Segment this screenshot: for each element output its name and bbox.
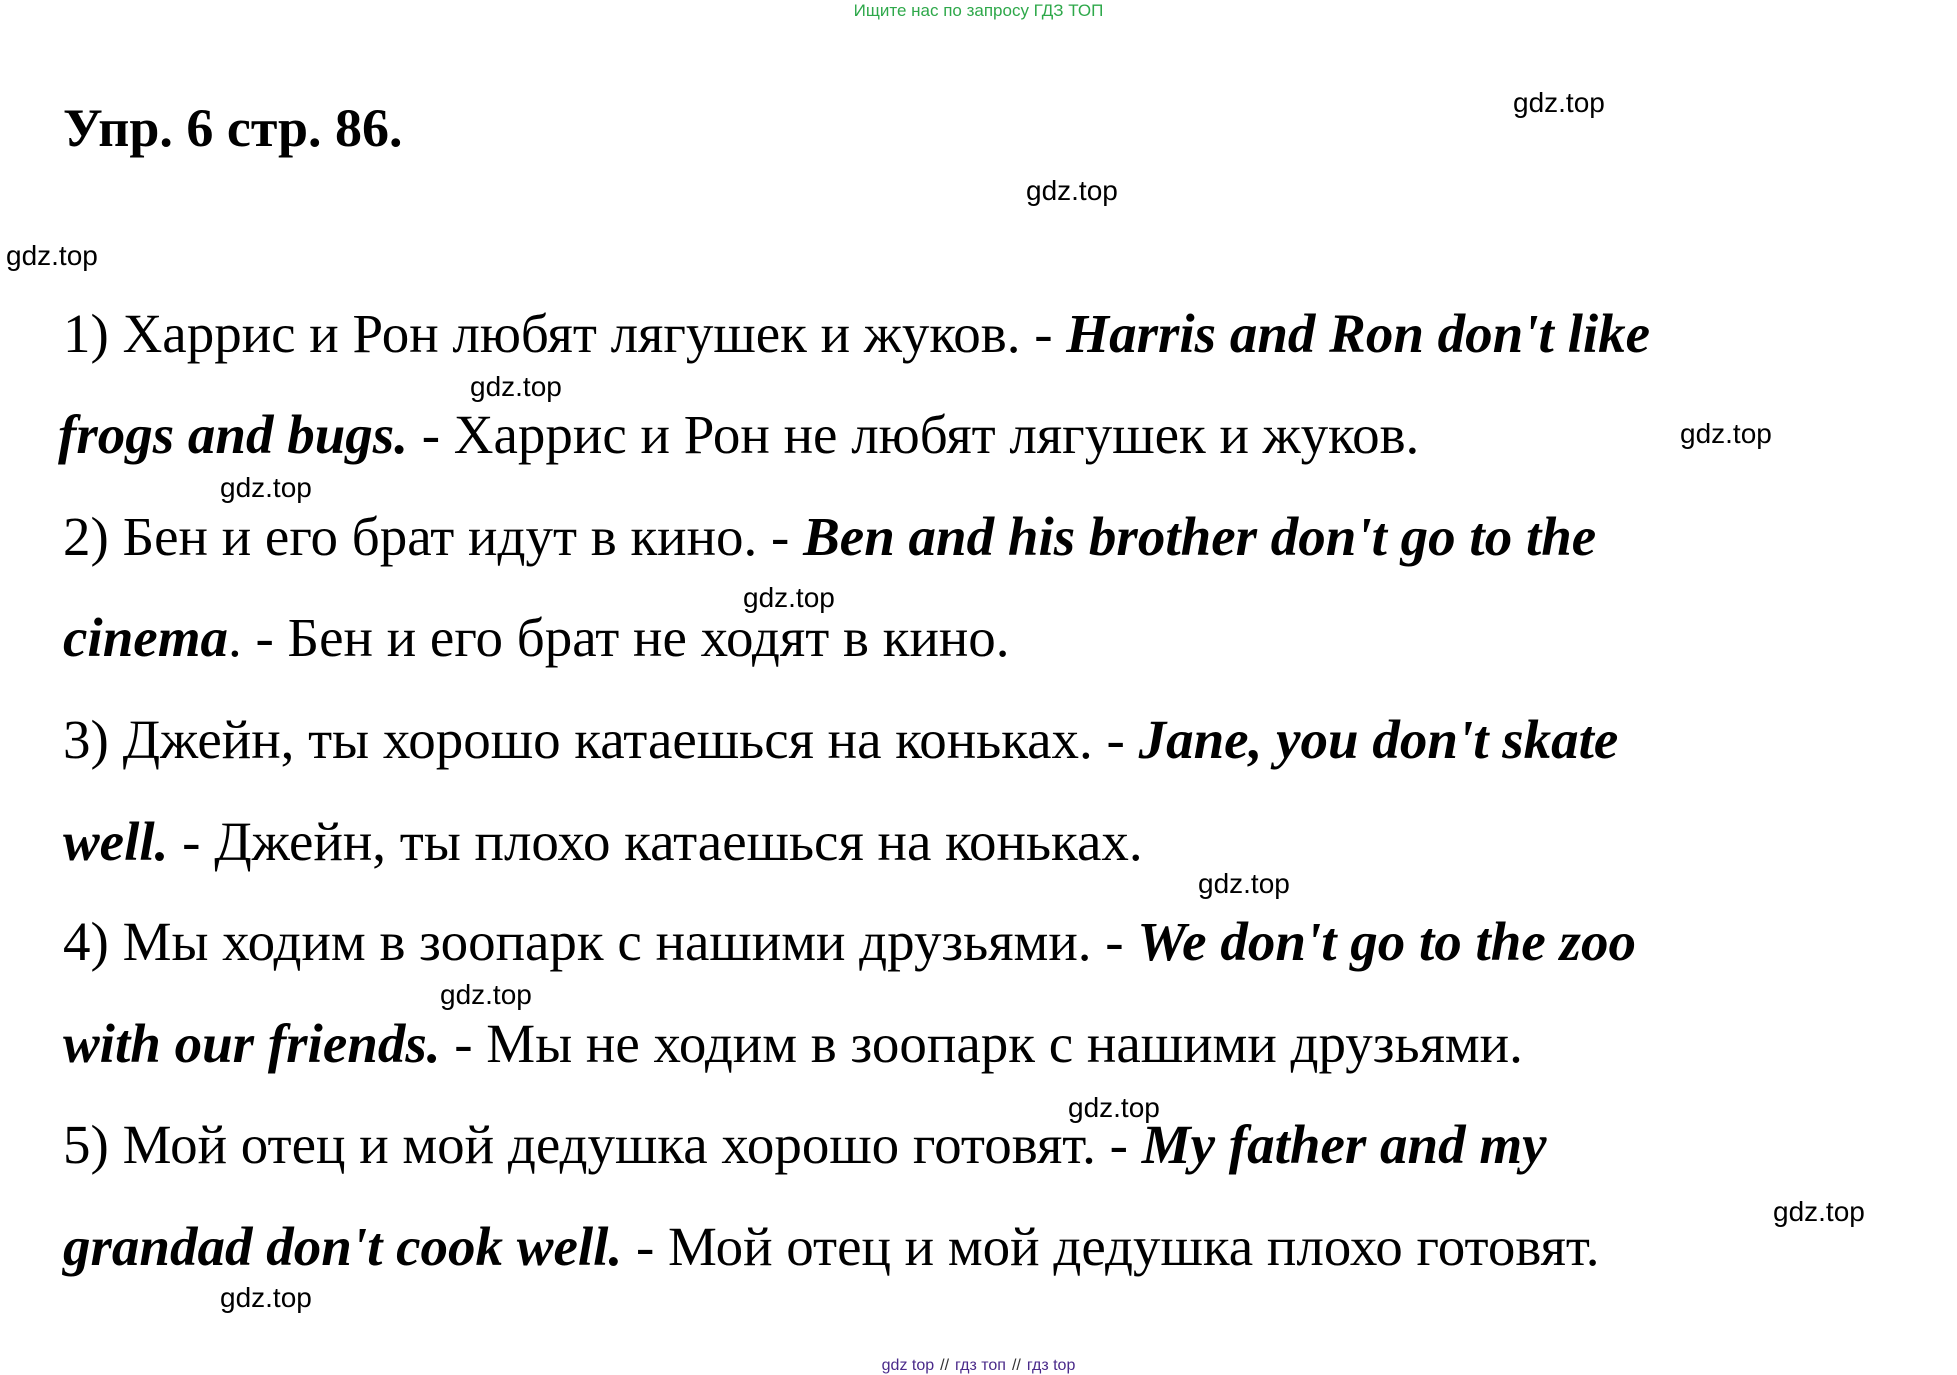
item-1-line-2 [58,403,1419,467]
item-2-english: Ben and his brother don't go to the [803,506,1597,567]
footer-separator: // [1011,1357,1021,1374]
item-5-line-1 [63,1113,1547,1177]
item-4-line-1 [63,910,1636,974]
watermark: gdz.top [1680,418,1772,449]
watermark: gdz.top [743,582,835,613]
footer-links [0,1357,1957,1375]
item-3-russian: 3) Джейн, ты хорошо катаешься на коньках. - [63,709,1139,770]
watermark: gdz.top [1068,1092,1160,1123]
footer-link-gdz-top-mixed[interactable]: гдз top [1026,1357,1076,1374]
watermark: gdz.top [1773,1196,1865,1227]
item-3-english: Jane, you don't skate [1138,709,1619,770]
footer-link-gdz-top[interactable]: gdz top [881,1357,935,1374]
item-4-english: We don't go to the zoo [1137,911,1636,972]
item-2-translation: . - Бен и его брат не ходят в кино. [227,607,1010,668]
item-5-english: My father and my [1141,1114,1547,1175]
item-4-russian: 4) Мы ходим в зоопарк с нашими друзьями. - [63,911,1138,972]
item-5-russian: 5) Мой отец и мой дедушка хорошо готовят. - [63,1114,1142,1175]
footer-link-gdz-top-ru[interactable]: гдз топ [955,1357,1006,1374]
page-title: Упр. 6 стр. 86. [63,98,403,158]
item-3-line-2 [63,810,1143,874]
watermark: gdz.top [220,1282,312,1313]
item-3-line-1 [63,708,1618,772]
item-1-translation: - Харрис и Рон не любят лягушек и жуков. [407,404,1420,465]
watermark: gdz.top [6,240,98,271]
item-5-translation: - Мой отец и мой дедушка плохо готовят. [622,1216,1600,1277]
item-2-russian: 2) Бен и его брат идут в кино. - [63,506,804,567]
item-2-line-1 [63,505,1596,569]
watermark: gdz.top [440,979,532,1010]
item-2-line-2 [63,606,1010,670]
item-3-translation: - Джейн, ты плохо катаешься на коньках. [168,811,1143,872]
item-5-line-2 [63,1215,1600,1279]
item-1-russian: 1) Харрис и Рон любят лягушек и жуков. - [63,303,1067,364]
watermark: gdz.top [220,472,312,503]
footer-separator: // [940,1357,950,1374]
item-5-english-cont: grandad don't cook well. [63,1216,623,1277]
watermark: gdz.top [470,371,562,402]
watermark: gdz.top [1198,868,1290,899]
top-banner: Ищите нас по запросу ГДЗ ТОП [853,1,1104,20]
item-2-english-cont: cinema [63,607,228,668]
item-1-line-1 [63,302,1650,366]
item-4-english-cont: with our friends. [63,1013,441,1074]
item-1-english: Harris and Ron don't like [1066,303,1651,364]
item-1-english-cont: frogs and bugs. [58,404,408,465]
watermark: gdz.top [1026,175,1118,206]
item-4-line-2 [63,1012,1523,1076]
watermark: gdz.top [1513,87,1605,118]
item-3-english-cont: well. [63,811,169,872]
item-4-translation: - Мы не ходим в зоопарк с нашими друзьями. [440,1013,1523,1074]
